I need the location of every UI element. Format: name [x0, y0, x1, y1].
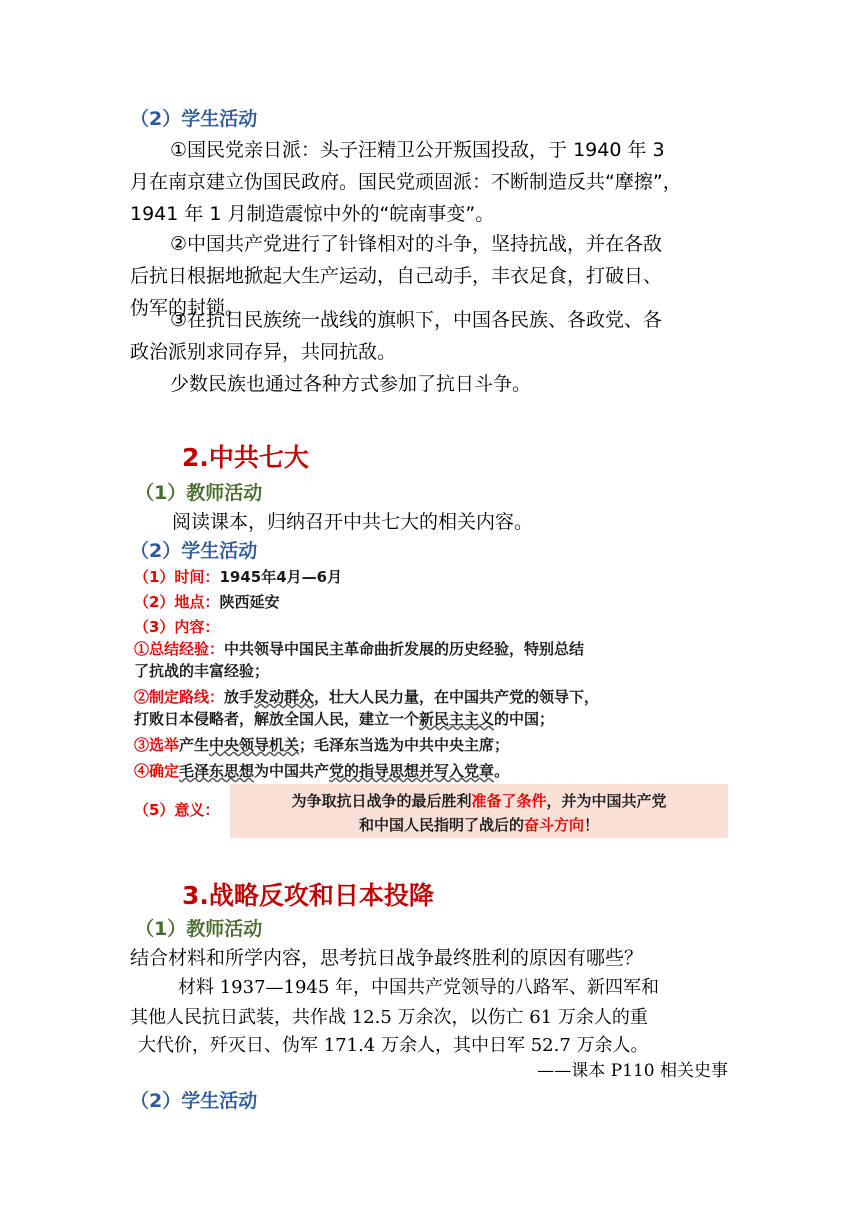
item1-text-a: 中共领导中国民主革命曲折发展的历史经验，特别总结 [224, 640, 585, 658]
item2-text1: 放手 [224, 688, 255, 706]
para2-line2: 后抗日根据地掀起大生产运动，自己动手，丰衣足食，打破日、 [130, 265, 663, 287]
item2-text3: 打败日本侵略者，解放全国人民，建立一个 [134, 710, 420, 728]
item4-line [134, 760, 509, 781]
para1-line3: 1941 年 1 月制造震惊中外的“皖南事变”。 [130, 203, 495, 225]
meaning-a1: 为争取抗日战争的最后胜利 [291, 792, 472, 810]
para3-line1: ③在抗日民族统一战线的旗帜下，中国各民族、各政党、各 [170, 309, 663, 331]
item4-underline1: 毛泽东思想 [179, 762, 255, 780]
material-line1: 材料 1937—1945 年，中国共产党领导的八路军、新四军和 [178, 977, 660, 998]
meaning-line1 [230, 790, 728, 811]
time-value: 1945年4月—6月 [219, 568, 343, 586]
meaning-b1: 和中国人民指明了战后的 [358, 816, 524, 834]
para1-line2: 月在南京建立伪国民政府。国民党顽固派：不断制造反共“摩擦”， [130, 171, 682, 193]
item3-text1: 产生 [179, 736, 210, 754]
meaning-label: （5）意义： [134, 801, 220, 819]
item3-text2: ；毛泽东当选为中共中央主席； [299, 736, 510, 754]
item2-line1 [134, 686, 599, 707]
para2-line3: 伪军的封锁。 [130, 297, 245, 319]
para3-line2: 政治派别求同存异，共同抗敌。 [130, 341, 397, 363]
teacher-activity-heading-3: （1）教师活动 [135, 918, 263, 940]
time-label: （1）时间： [134, 568, 220, 586]
item2-underline1: 发动群众 [254, 688, 315, 706]
place-label: （2）地点： [134, 593, 220, 611]
section-title-counteroffensive: 3.战略反攻和日本投降 [182, 881, 434, 910]
item2-underline2: 新民主主义 [419, 710, 495, 728]
item3-label: ③选举 [134, 736, 180, 754]
material-source: ——课本 P110 相关史事 [537, 1061, 728, 1081]
meaning-b2: 奋斗方向 [523, 816, 584, 834]
meaning-line2 [230, 814, 728, 835]
para4-line1: 少数民族也通过各种方式参加了抗日斗争。 [170, 373, 532, 395]
content-label: （3）内容： [134, 618, 220, 636]
discussion-question: 结合材料和所学内容，思考抗日战争最终胜利的原因有哪些？ [130, 947, 644, 969]
para1-line1: ①国民党亲日派：头子汪精卫公开叛国投敌，于 1940 年 3 [170, 139, 665, 161]
item1-line1 [134, 638, 584, 659]
item1-line2: 了抗战的丰富经验； [134, 662, 270, 680]
item2-label: ②制定路线： [134, 688, 225, 706]
teacher-activity-heading-2: （1）教师活动 [135, 482, 263, 504]
item4-label: ④确定 [134, 762, 180, 780]
para2-line1: ②中国共产党进行了针锋相对的斗争，坚持抗战，并在各敌 [170, 233, 663, 255]
time-row [134, 566, 342, 587]
item2-text2: ，壮大人民力量，在中国共产党的领导下， [314, 688, 600, 706]
place-value: 陕西延安 [219, 593, 280, 611]
item3-underline1: 中央领导机关 [209, 736, 300, 754]
item3-line [134, 734, 509, 755]
item1-label: ①总结经验： [134, 640, 225, 658]
place-row [134, 591, 279, 612]
item2-text4: 的中国； [494, 710, 555, 728]
student-activity-heading-3: （2）学生活动 [130, 1090, 258, 1112]
item2-line2 [134, 708, 554, 729]
section-title-7th-congress: 2.中共七大 [182, 443, 309, 472]
teacher-instruction-2: 阅读课本，归纳召开中共七大的相关内容。 [172, 511, 534, 533]
meaning-box [230, 784, 728, 838]
material-line2: 其他人民抗日武装，共作战 12.5 万余次，以伤亡 61 万余人的重 [130, 1007, 648, 1028]
meaning-a3: ，并为中国共产党 [546, 792, 667, 810]
student-activity-heading-1: （2）学生活动 [130, 108, 258, 130]
item4-text2: 。 [494, 762, 510, 780]
material-line3: 大代价，歼灭日、伪军 171.4 万余人，其中日军 52.7 万余人。 [138, 1035, 649, 1056]
meaning-a2: 准备了条件 [471, 792, 547, 810]
student-activity-heading-2: （2）学生活动 [130, 540, 258, 562]
item4-text1: 为中国共产 [254, 762, 330, 780]
meaning-b3: ！ [584, 816, 600, 834]
item4-underline2: 党的指导思想并写入党章 [329, 762, 495, 780]
